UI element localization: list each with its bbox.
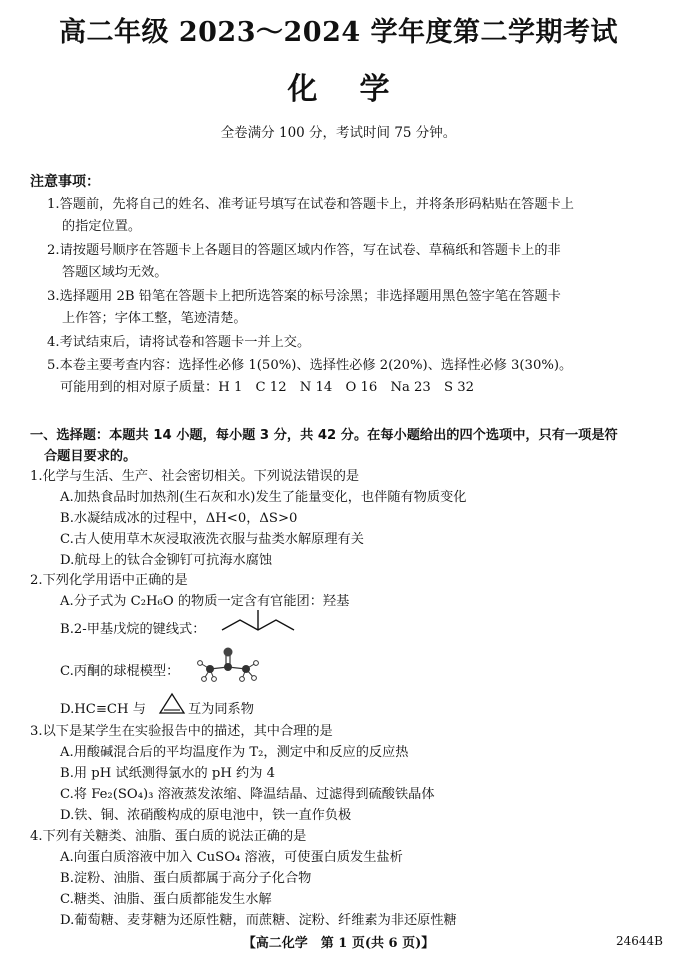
methylpentane-skeletal-formula xyxy=(220,604,310,638)
question-2-stem: 2.下列化学用语中正确的是 xyxy=(30,573,188,588)
cyclopropene-structure xyxy=(158,692,186,716)
question-2-option-a: A.分子式为 C₂H₆O 的物质一定含有官能团：羟基 xyxy=(60,594,350,609)
notice-item-5: 5.本卷主要考查内容：选择性必修 1(50%)、选择性必修 2(20%)、选择性必修 3(30%)。 xyxy=(47,358,573,373)
question-1-option-d: D.航母上的钛合金铆钉可抗海水腐蚀 xyxy=(60,553,273,568)
question-1-stem: 1.化学与生活、生产、社会密切相关。下列说法错误的是 xyxy=(30,469,360,484)
notice-item-4: 4.考试结束后，请将试卷和答题卡一并上交。 xyxy=(47,335,311,350)
question-4-option-c: C.糖类、油脂、蛋白质都能发生水解 xyxy=(60,892,272,907)
question-1-option-a: A.加热食品时加热剂(生石灰和水)发生了能量变化，也伴随有物质变化 xyxy=(60,490,467,505)
notice-item-2-line-1: 2.请按题号顺序在答题卡上各题目的答题区域内作答，写在试卷、草稿纸和答题卡上的非 xyxy=(47,243,561,258)
question-3-option-d: D.铁、铜、浓硝酸构成的原电池中，铁一直作负极 xyxy=(60,808,352,823)
question-4-stem: 4.下列有关糖类、油脂、蛋白质的说法正确的是 xyxy=(30,829,307,844)
question-2-option-d-suffix: 互为同系物 xyxy=(188,702,254,717)
question-1-option-c: C.古人使用草木灰浸取液洗衣服与盐类水解原理有关 xyxy=(60,532,364,547)
subject-title: 化学 xyxy=(287,72,432,107)
notice-item-2-line-2: 答题区域均无效。 xyxy=(62,265,168,280)
question-2-option-b: B.2-甲基戊烷的键线式： xyxy=(60,622,206,637)
atomic-masses: 可能用到的相对原子质量：H 1 C 12 N 14 O 16 Na 23 S 32 xyxy=(60,380,475,395)
notice-item-1-line-1: 1.答题前，先将自己的姓名、准考证号填写在试卷和答题卡上，并将条形码粘贴在答题卡上 xyxy=(47,197,574,212)
acetone-ball-stick-model xyxy=(190,645,270,685)
notice-item-1-line-2: 的指定位置。 xyxy=(62,219,142,234)
question-3-option-a: A.用酸碱混合后的平均温度作为 T₂，测定中和反应的反应热 xyxy=(60,745,409,760)
page-footer: 【高二化学 第 1 页(共 6 页)】 xyxy=(242,936,435,951)
question-4-option-d: D.葡萄糖、麦芽糖为还原性糖，而蔗糖、淀粉、纤维素为非还原性糖 xyxy=(60,913,457,928)
question-1-option-b: B.水凝结成冰的过程中，ΔH<0，ΔS>0 xyxy=(60,511,298,526)
question-4-option-b: B.淀粉、油脂、蛋白质都属于高分子化合物 xyxy=(60,871,312,886)
section-heading-line-1: 一、选择题：本题共 14 小题，每小题 3 分，共 42 分。在每小题给出的四个选项中，只有一项是符 xyxy=(30,428,618,443)
section-heading-line-2: 合题目要求的。 xyxy=(44,449,137,464)
question-4-option-a: A.向蛋白质溶液中加入 CuSO₄ 溶液，可使蛋白质发生盐析 xyxy=(60,850,403,865)
question-2-option-d: D.HC≡CH 与 xyxy=(60,702,146,717)
notice-item-3-line-2: 上作答；字体工整，笔迹清楚。 xyxy=(62,311,247,326)
question-3-option-b: B.用 pH 试纸测得氯水的 pH 约为 4 xyxy=(60,766,275,781)
notice-heading: 注意事项： xyxy=(30,174,100,190)
question-2-option-c: C.丙酮的球棍模型： xyxy=(60,664,180,679)
score-line: 全卷满分 100 分，考试时间 75 分钟。 xyxy=(220,125,457,141)
paper-code: 24644B xyxy=(616,934,663,948)
question-3-stem: 3.以下是某学生在实验报告中的描述，其中合理的是 xyxy=(30,724,333,739)
question-3-option-c: C.将 Fe₂(SO₄)₃ 溶液蒸发浓缩、降温结晶、过滤得到硫酸铁晶体 xyxy=(60,787,435,802)
notice-item-3-line-1: 3.选择题用 2B 铅笔在答题卡上把所选答案的标号涂黑；非选择题用黑色签字笔在答题卡 xyxy=(47,289,561,304)
exam-title: 高二年级 2023～2024 学年度第二学期考试 xyxy=(58,17,619,48)
